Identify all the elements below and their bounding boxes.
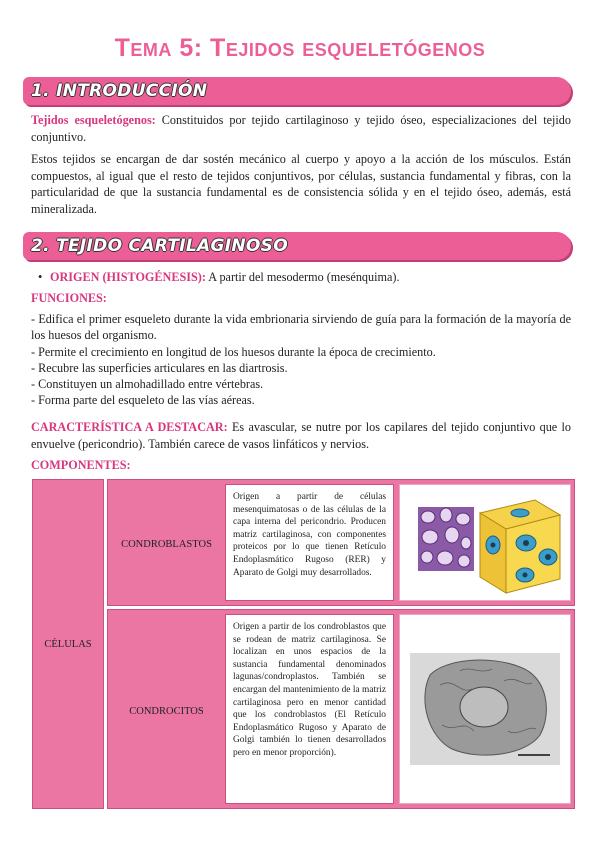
description-condrocitos: Origen a partir de los condroblastos que se rodean de matriz cartilaginosa. Se localizan en unos espacios de la sustancia fundamental denominados lagunas/condroplastos. También se encargan del mantenimiento de la matriz cartilaginosa pero en menor cantidad que los condroblastos (El Retículo Endoplasmático Rugoso y Aparato de Golgi también lo tienen desarrollados pero en menor proporción). xyxy=(225,614,394,804)
origin-bullet xyxy=(38,269,568,285)
function-item: - Recubre las superficies articulares en las diartrosis. xyxy=(31,360,288,375)
group-label: CÉLULAS xyxy=(44,638,92,650)
feature-paragraph xyxy=(31,419,571,452)
section-heading-tejido-cartilaginoso xyxy=(23,232,571,260)
origin-text: A partir del mesodermo (mesénquima). xyxy=(205,270,400,284)
micrograph-condroblastos xyxy=(399,484,571,601)
intro-term: Tejidos esqueletógenos: xyxy=(31,113,156,127)
function-item: - Forma parte del esqueleto de las vías aéreas. xyxy=(31,393,255,408)
bullet-dot-icon: • xyxy=(38,270,43,284)
functions-heading: FUNCIONES: xyxy=(31,291,107,305)
row-name-condrocitos: CONDROCITOS xyxy=(129,705,204,717)
intro-term-text: Constituidos por tejido cartilaginoso y tejido óseo, especializaciones del tejido conjuntivo. xyxy=(31,113,571,144)
micrograph-condrocitos xyxy=(399,614,571,804)
cartilage-micrograph-icon xyxy=(400,485,570,600)
functions-list xyxy=(31,311,571,409)
page-title: Tema 5: Tejidos esqueletógenos xyxy=(114,34,486,62)
feature-label: CARACTERÍSTICA A DESTACAR: xyxy=(31,420,228,434)
function-item: - Permite el crecimiento en longitud de los huesos durante la época de crecimiento. xyxy=(31,344,436,359)
description-condroblastos: Origen a partir de células mesenquimatosas o de las células de la capa interna del pericondrio. Producen matriz cartilaginosa, con componentes proteicos por lo que tienen Retículo Endoplasmático Rugoso (RER) y Aparato de Golgi muy desarrollados. xyxy=(225,484,394,601)
section-heading-introduccion xyxy=(23,77,571,105)
section-heading-text: 2. TEJIDO CARTILAGINOSO xyxy=(31,236,288,256)
intro-paragraph: Estos tejidos se encargan de dar sostén mecánico al cuerpo y apoyo a la acción de los músculos. Están compuestos, al igual que el resto de tejidos conjuntivos, por células, sustancia fundamental y fibras, con la particularidad de que la sustancia fundamental es de consistencia sólida y en el tejido óseo, además, está mineralizada. xyxy=(31,152,571,216)
components-table xyxy=(32,479,572,809)
row-name-condroblastos: CONDROBLASTOS xyxy=(121,538,212,550)
origin-label: ORIGEN (HISTOGÉNESIS): xyxy=(50,270,206,284)
function-item: - Constituyen un almohadillado entre vértebras. xyxy=(31,377,264,392)
components-heading: COMPONENTES: xyxy=(31,458,131,472)
function-item: - Edifica el primer esqueleto durante la vida embrionaria sirviendo de guía para la formación de la mayoría de los huesos del organismo. xyxy=(31,312,571,343)
feature-text: Es avascular, se nutre por los capilares del tejido conjuntivo que lo envuelve (pericondrio). También carece de vasos linfáticos y nervios. xyxy=(31,420,571,451)
electron-micrograph-icon xyxy=(400,615,570,803)
intro-definition xyxy=(31,112,571,145)
section-heading-text: 1. INTRODUCCIÓN xyxy=(31,81,208,101)
